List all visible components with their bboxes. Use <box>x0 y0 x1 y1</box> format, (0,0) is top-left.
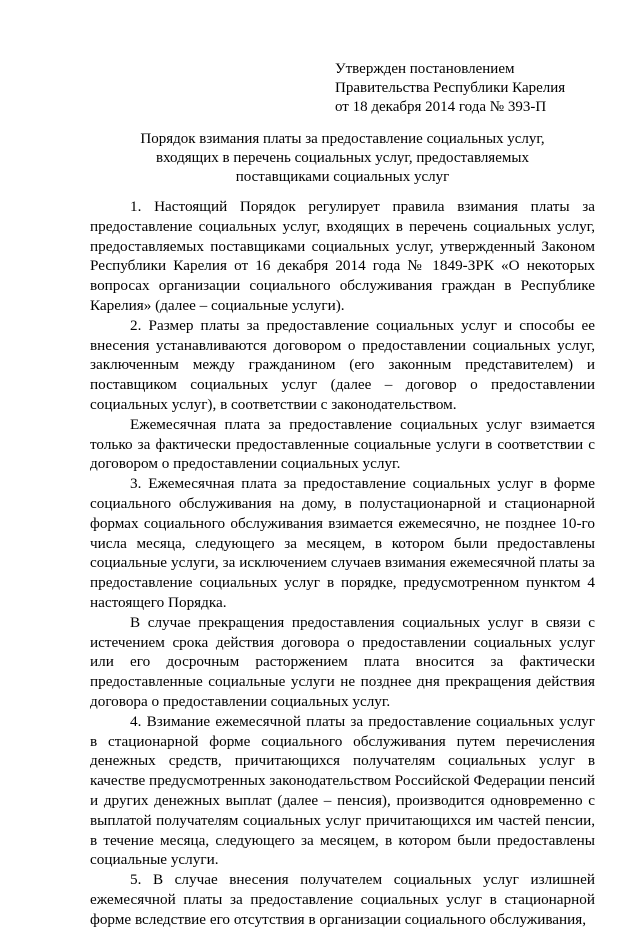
paragraph-1: 1. Настоящий Порядок регулирует правила взимания платы за предоставление социальных услуг, входящих в перечень социальных услуг, предоставляемых поставщиками социальных услуг, утвержденный Законом Республики Карелия от 16 декабря 2014 года № 1849-ЗРК «О некоторых вопросах организации социального обслуживания граждан в Республике Карелия» (далее – социальные услуги). <box>90 198 595 314</box>
approval-line-1: Утвержден постановлением <box>335 61 515 77</box>
title-line-2: входящих в перечень социальных услуг, предоставляемых <box>156 150 529 166</box>
paragraph-5: В случае прекращения предоставления социальных услуг в связи с истечением срока действия договора о предоставлении социальных услуг или его досрочным расторжением плата вносится за фактически предоставленные социальные услуги не позднее дня прекращения действия договора о предоставлении социальных услуг. <box>90 613 595 710</box>
approval-line-2: Правительства Республики Карелия <box>335 80 566 96</box>
approval-line-3: от 18 декабря 2014 года № 393-П <box>335 99 547 115</box>
approval-stamp <box>335 60 615 117</box>
document-body <box>90 197 595 929</box>
title-line-3: поставщиками социальных услуг <box>235 169 450 185</box>
paragraph-7: 5. В случае внесения получателем социальных услуг излишней ежемесячной платы за предоставление социальных услуг в стационарной форме вследствие его отсутствия в организации социального обслуживания, <box>90 871 595 928</box>
paragraph-6: 4. Взимание ежемесячной платы за предоставление социальных услуг в стационарной форме социального обслуживания путем перечисления денежных средств, причитающихся получателям социальных услуг в качестве предусмотренных законодательством Российской Федерации пенсий и других денежных выплат (далее – пенсия), производится одновременно с выплатой получателям социальных услуг причитающихся им частей пенсии, в течение месяца, следующего за месяцем, в котором были предоставлены социальные услуги. <box>90 712 595 869</box>
paragraph-4: 3. Ежемесячная плата за предоставление социальных услуг в форме социального обслуживания на дому, в полустационарной и стационарной формах социального обслуживания взимается ежемесячно, не позднее 10-го числа месяца, следующего за месяцем, в котором были предоставлены социальные услуги, за исключением случаев взимания ежемесячной платы за предоставление социальных услуг в порядке, предусмотренном пунктом 4 настоящего Порядка. <box>90 475 595 611</box>
paragraph-2: 2. Размер платы за предоставление социальных услуг и способы ее внесения устанавливаются договором о предоставлении социальных услуг, заключенным между гражданином (его законным представителем) и поставщиком социальных услуг (далее – договор о предоставлении социальных услуг), в соответствии с законодательством. <box>90 316 595 413</box>
paragraph-3: Ежемесячная плата за предоставление социальных услуг взимается только за фактически предоставленные социальные услуги в соответствии с договором о предоставлении социальных услуг. <box>90 415 595 473</box>
document-title <box>90 130 595 187</box>
title-line-1: Порядок взимания платы за предоставление социальных услуг, <box>140 131 545 147</box>
